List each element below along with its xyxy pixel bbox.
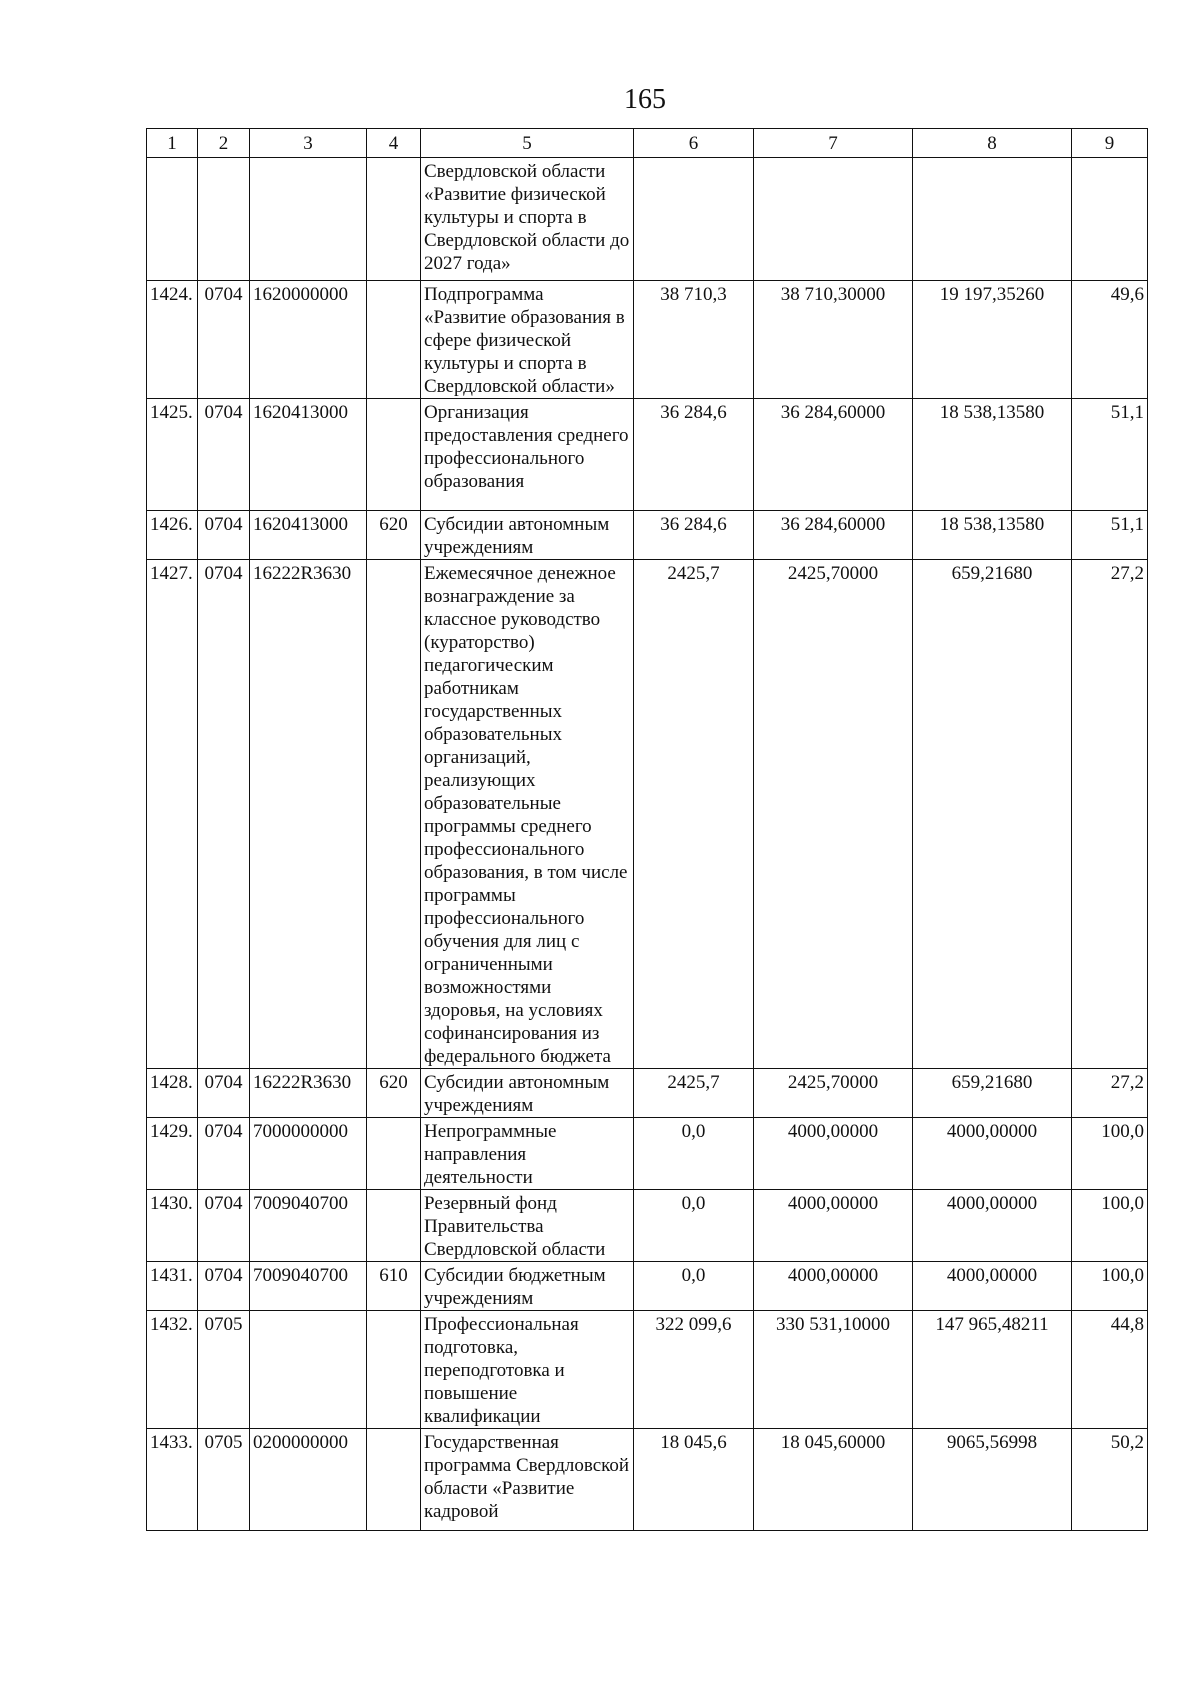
approved-amount-cell: 36 284,6 <box>634 511 754 560</box>
executed-amount-cell: 659,21680 <box>913 560 1072 1069</box>
name-cell: Организация предоставления среднего профессионального образования <box>421 399 634 511</box>
executed-amount-cell: 659,21680 <box>913 1069 1072 1118</box>
target-article-cell <box>250 158 367 281</box>
section-code-cell: 0704 <box>198 399 250 511</box>
row-number-cell: 1424. <box>147 281 198 399</box>
expense-type-cell <box>367 399 421 511</box>
name-cell: Профессиональная подготовка, переподготовка и повышение квалификации <box>421 1311 634 1429</box>
section-code-cell: 0704 <box>198 1118 250 1190</box>
target-article-cell: 16222R3630 <box>250 1069 367 1118</box>
budget-table <box>146 128 1148 1531</box>
target-article-cell: 7009040700 <box>250 1190 367 1262</box>
expense-type-cell <box>367 1118 421 1190</box>
column-header: 9 <box>1072 129 1148 158</box>
executed-amount-cell: 4000,00000 <box>913 1118 1072 1190</box>
row-number-cell: 1426. <box>147 511 198 560</box>
expense-type-cell <box>367 1429 421 1531</box>
approved-amount-cell: 18 045,6 <box>634 1429 754 1531</box>
name-cell: Субсидии бюджетным учреждениям <box>421 1262 634 1311</box>
percent-cell: 49,6 <box>1072 281 1148 399</box>
percent-cell: 51,1 <box>1072 399 1148 511</box>
percent-cell: 44,8 <box>1072 1311 1148 1429</box>
table-row <box>147 511 1148 560</box>
target-article-cell: 0200000000 <box>250 1429 367 1531</box>
table-row <box>147 158 1148 281</box>
percent-cell <box>1072 158 1148 281</box>
target-article-cell: 16222R3630 <box>250 560 367 1069</box>
planned-amount-cell: 2425,70000 <box>754 1069 913 1118</box>
column-header: 8 <box>913 129 1072 158</box>
planned-amount-cell: 330 531,10000 <box>754 1311 913 1429</box>
row-number-cell: 1427. <box>147 560 198 1069</box>
approved-amount-cell: 0,0 <box>634 1118 754 1190</box>
column-header: 1 <box>147 129 198 158</box>
approved-amount-cell: 38 710,3 <box>634 281 754 399</box>
section-code-cell: 0704 <box>198 560 250 1069</box>
table-row <box>147 399 1148 511</box>
table-row <box>147 1190 1148 1262</box>
section-code-cell: 0704 <box>198 1262 250 1311</box>
section-code-cell: 0704 <box>198 511 250 560</box>
planned-amount-cell: 4000,00000 <box>754 1262 913 1311</box>
approved-amount-cell: 0,0 <box>634 1190 754 1262</box>
percent-cell: 50,2 <box>1072 1429 1148 1531</box>
expense-type-cell <box>367 1190 421 1262</box>
expense-type-cell <box>367 1311 421 1429</box>
executed-amount-cell: 18 538,13580 <box>913 511 1072 560</box>
row-number-cell: 1429. <box>147 1118 198 1190</box>
executed-amount-cell: 18 538,13580 <box>913 399 1072 511</box>
planned-amount-cell: 36 284,60000 <box>754 399 913 511</box>
target-article-cell <box>250 1311 367 1429</box>
column-header: 6 <box>634 129 754 158</box>
table-row <box>147 1118 1148 1190</box>
name-cell: Субсидии автономным учреждениям <box>421 1069 634 1118</box>
percent-cell: 100,0 <box>1072 1118 1148 1190</box>
column-header: 5 <box>421 129 634 158</box>
name-cell: Подпрограмма «Развитие образования в сфере физической культуры и спорта в Свердловской области» <box>421 281 634 399</box>
approved-amount-cell <box>634 158 754 281</box>
executed-amount-cell: 9065,56998 <box>913 1429 1072 1531</box>
row-number-cell: 1430. <box>147 1190 198 1262</box>
name-cell: Свердловской области «Развитие физической культуры и спорта в Свердловской области до 2027 года» <box>421 158 634 281</box>
percent-cell: 27,2 <box>1072 560 1148 1069</box>
approved-amount-cell: 322 099,6 <box>634 1311 754 1429</box>
name-cell: Непрограммные направления деятельности <box>421 1118 634 1190</box>
section-code-cell: 0705 <box>198 1429 250 1531</box>
row-number-cell: 1425. <box>147 399 198 511</box>
planned-amount-cell: 4000,00000 <box>754 1118 913 1190</box>
expense-type-cell <box>367 158 421 281</box>
row-number-cell: 1431. <box>147 1262 198 1311</box>
approved-amount-cell: 2425,7 <box>634 560 754 1069</box>
name-cell: Ежемесячное денежное вознаграждение за классное руководство (кураторство) педагогическим работникам государственных образовательных организаций, реализующих образовательные программы среднего профессионального образования, в том числе программы профессионального обучения для лиц с ограниченными возможностями здоровья, на условиях софинансирования из федерального бюджета <box>421 560 634 1069</box>
name-cell: Субсидии автономным учреждениям <box>421 511 634 560</box>
row-number-cell: 1432. <box>147 1311 198 1429</box>
percent-cell: 51,1 <box>1072 511 1148 560</box>
name-cell: Резервный фонд Правительства Свердловской области <box>421 1190 634 1262</box>
table-body <box>147 129 1148 1531</box>
table-row <box>147 1311 1148 1429</box>
target-article-cell: 1620000000 <box>250 281 367 399</box>
percent-cell: 100,0 <box>1072 1190 1148 1262</box>
planned-amount-cell: 38 710,30000 <box>754 281 913 399</box>
table-row <box>147 560 1148 1069</box>
executed-amount-cell: 147 965,48211 <box>913 1311 1072 1429</box>
expense-type-cell: 610 <box>367 1262 421 1311</box>
expense-type-cell: 620 <box>367 511 421 560</box>
table-row <box>147 281 1148 399</box>
planned-amount-cell: 2425,70000 <box>754 560 913 1069</box>
section-code-cell: 0705 <box>198 1311 250 1429</box>
table-row <box>147 1069 1148 1118</box>
executed-amount-cell: 19 197,35260 <box>913 281 1072 399</box>
header-row <box>147 129 1148 158</box>
percent-cell: 27,2 <box>1072 1069 1148 1118</box>
row-number-cell <box>147 158 198 281</box>
expense-type-cell <box>367 281 421 399</box>
column-header: 7 <box>754 129 913 158</box>
approved-amount-cell: 2425,7 <box>634 1069 754 1118</box>
approved-amount-cell: 0,0 <box>634 1262 754 1311</box>
executed-amount-cell: 4000,00000 <box>913 1262 1072 1311</box>
table-row <box>147 1262 1148 1311</box>
target-article-cell: 1620413000 <box>250 399 367 511</box>
column-header: 4 <box>367 129 421 158</box>
row-number-cell: 1428. <box>147 1069 198 1118</box>
executed-amount-cell <box>913 158 1072 281</box>
column-header: 2 <box>198 129 250 158</box>
planned-amount-cell: 18 045,60000 <box>754 1429 913 1531</box>
column-header: 3 <box>250 129 367 158</box>
target-article-cell: 7000000000 <box>250 1118 367 1190</box>
name-cell: Государственная программа Свердловской области «Развитие кадровой <box>421 1429 634 1531</box>
table-row <box>147 1429 1148 1531</box>
executed-amount-cell: 4000,00000 <box>913 1190 1072 1262</box>
percent-cell: 100,0 <box>1072 1262 1148 1311</box>
section-code-cell: 0704 <box>198 281 250 399</box>
planned-amount-cell <box>754 158 913 281</box>
target-article-cell: 7009040700 <box>250 1262 367 1311</box>
section-code-cell <box>198 158 250 281</box>
section-code-cell: 0704 <box>198 1069 250 1118</box>
expense-type-cell: 620 <box>367 1069 421 1118</box>
row-number-cell: 1433. <box>147 1429 198 1531</box>
planned-amount-cell: 4000,00000 <box>754 1190 913 1262</box>
expense-type-cell <box>367 560 421 1069</box>
target-article-cell: 1620413000 <box>250 511 367 560</box>
planned-amount-cell: 36 284,60000 <box>754 511 913 560</box>
page-number: 165 <box>624 84 666 115</box>
approved-amount-cell: 36 284,6 <box>634 399 754 511</box>
section-code-cell: 0704 <box>198 1190 250 1262</box>
